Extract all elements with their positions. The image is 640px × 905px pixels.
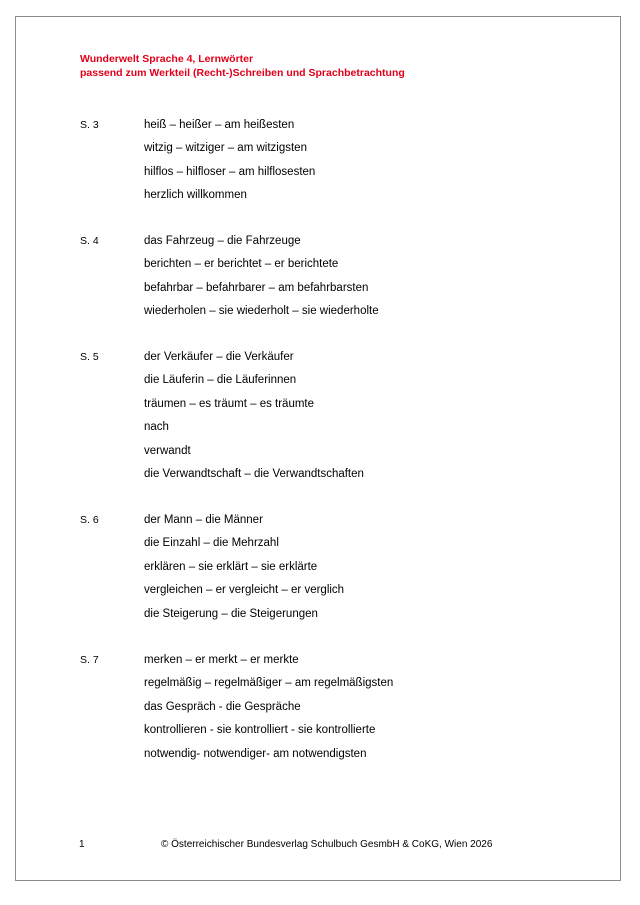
word-entry: die Einzahl – die Mehrzahl xyxy=(144,537,279,550)
word-list xyxy=(144,234,379,328)
word-entry: die Verwandtschaft – die Verwandtschaften xyxy=(144,467,364,480)
word-entry: wiederholen – sie wiederholt – sie wiederholte xyxy=(144,305,379,318)
footer-copyright: © Österreichischer Bundesverlag Schulbuch GesmbH & CoKG, Wien 2026 xyxy=(161,839,493,850)
word-entry: die Steigerung – die Steigerungen xyxy=(144,607,318,620)
word-entry: heiß – heißer – am heißesten xyxy=(144,119,295,131)
word-entry: vergleichen – er vergleicht – er verglich xyxy=(144,584,345,597)
word-entry: der Verkäufer – die Verkäufer xyxy=(144,351,294,363)
word-entry: die Läuferin – die Läuferinnen xyxy=(144,374,297,387)
word-entry: das Fahrzeug – die Fahrzeuge xyxy=(144,235,301,247)
word-entry: das Gespräch - die Gespräche xyxy=(144,700,301,713)
header-title: Wunderwelt Sprache 4, Lernwörter xyxy=(80,53,254,65)
section-page-label: S. 5 xyxy=(80,351,99,363)
word-entry: notwendig- notwendiger- am notwendigsten xyxy=(144,747,367,760)
word-entry: regelmäßig – regelmäßiger – am regelmäßigsten xyxy=(144,677,394,690)
document-header xyxy=(80,52,405,80)
section-page-label: S. 3 xyxy=(80,119,99,131)
footer-page-number: 1 xyxy=(79,839,85,850)
word-list xyxy=(144,653,393,770)
word-list xyxy=(144,118,315,212)
word-entry: herzlich willkommen xyxy=(144,189,247,202)
word-entry: erklären – sie erklärt – sie erklärte xyxy=(144,560,318,573)
section-page-label: S. 6 xyxy=(80,514,99,526)
word-entry: witzig – witziger – am witzigsten xyxy=(144,142,307,155)
word-entry: träumen – es träumt – es träumte xyxy=(144,397,315,410)
word-entry: merken – er merkt – er merkte xyxy=(144,654,299,666)
word-entry: kontrollieren - sie kontrolliert - sie kontrollierte xyxy=(144,724,376,737)
word-entry: befahrbar – befahrbarer – am befahrbarsten xyxy=(144,281,369,294)
word-entry: hilflos – hilfloser – am hilflosesten xyxy=(144,165,316,178)
section-page-label: S. 4 xyxy=(80,235,99,247)
word-list xyxy=(144,350,364,490)
word-entry: berichten – er berichtet – er berichtete xyxy=(144,258,339,271)
word-list xyxy=(144,513,344,630)
word-entry: nach xyxy=(144,421,169,434)
header-subtitle: passend zum Werkteil (Recht-)Schreiben und Sprachbetrachtung xyxy=(80,67,405,79)
word-entry: der Mann – die Männer xyxy=(144,514,263,526)
word-entry: verwandt xyxy=(144,444,191,457)
section-page-label: S. 7 xyxy=(80,654,99,666)
